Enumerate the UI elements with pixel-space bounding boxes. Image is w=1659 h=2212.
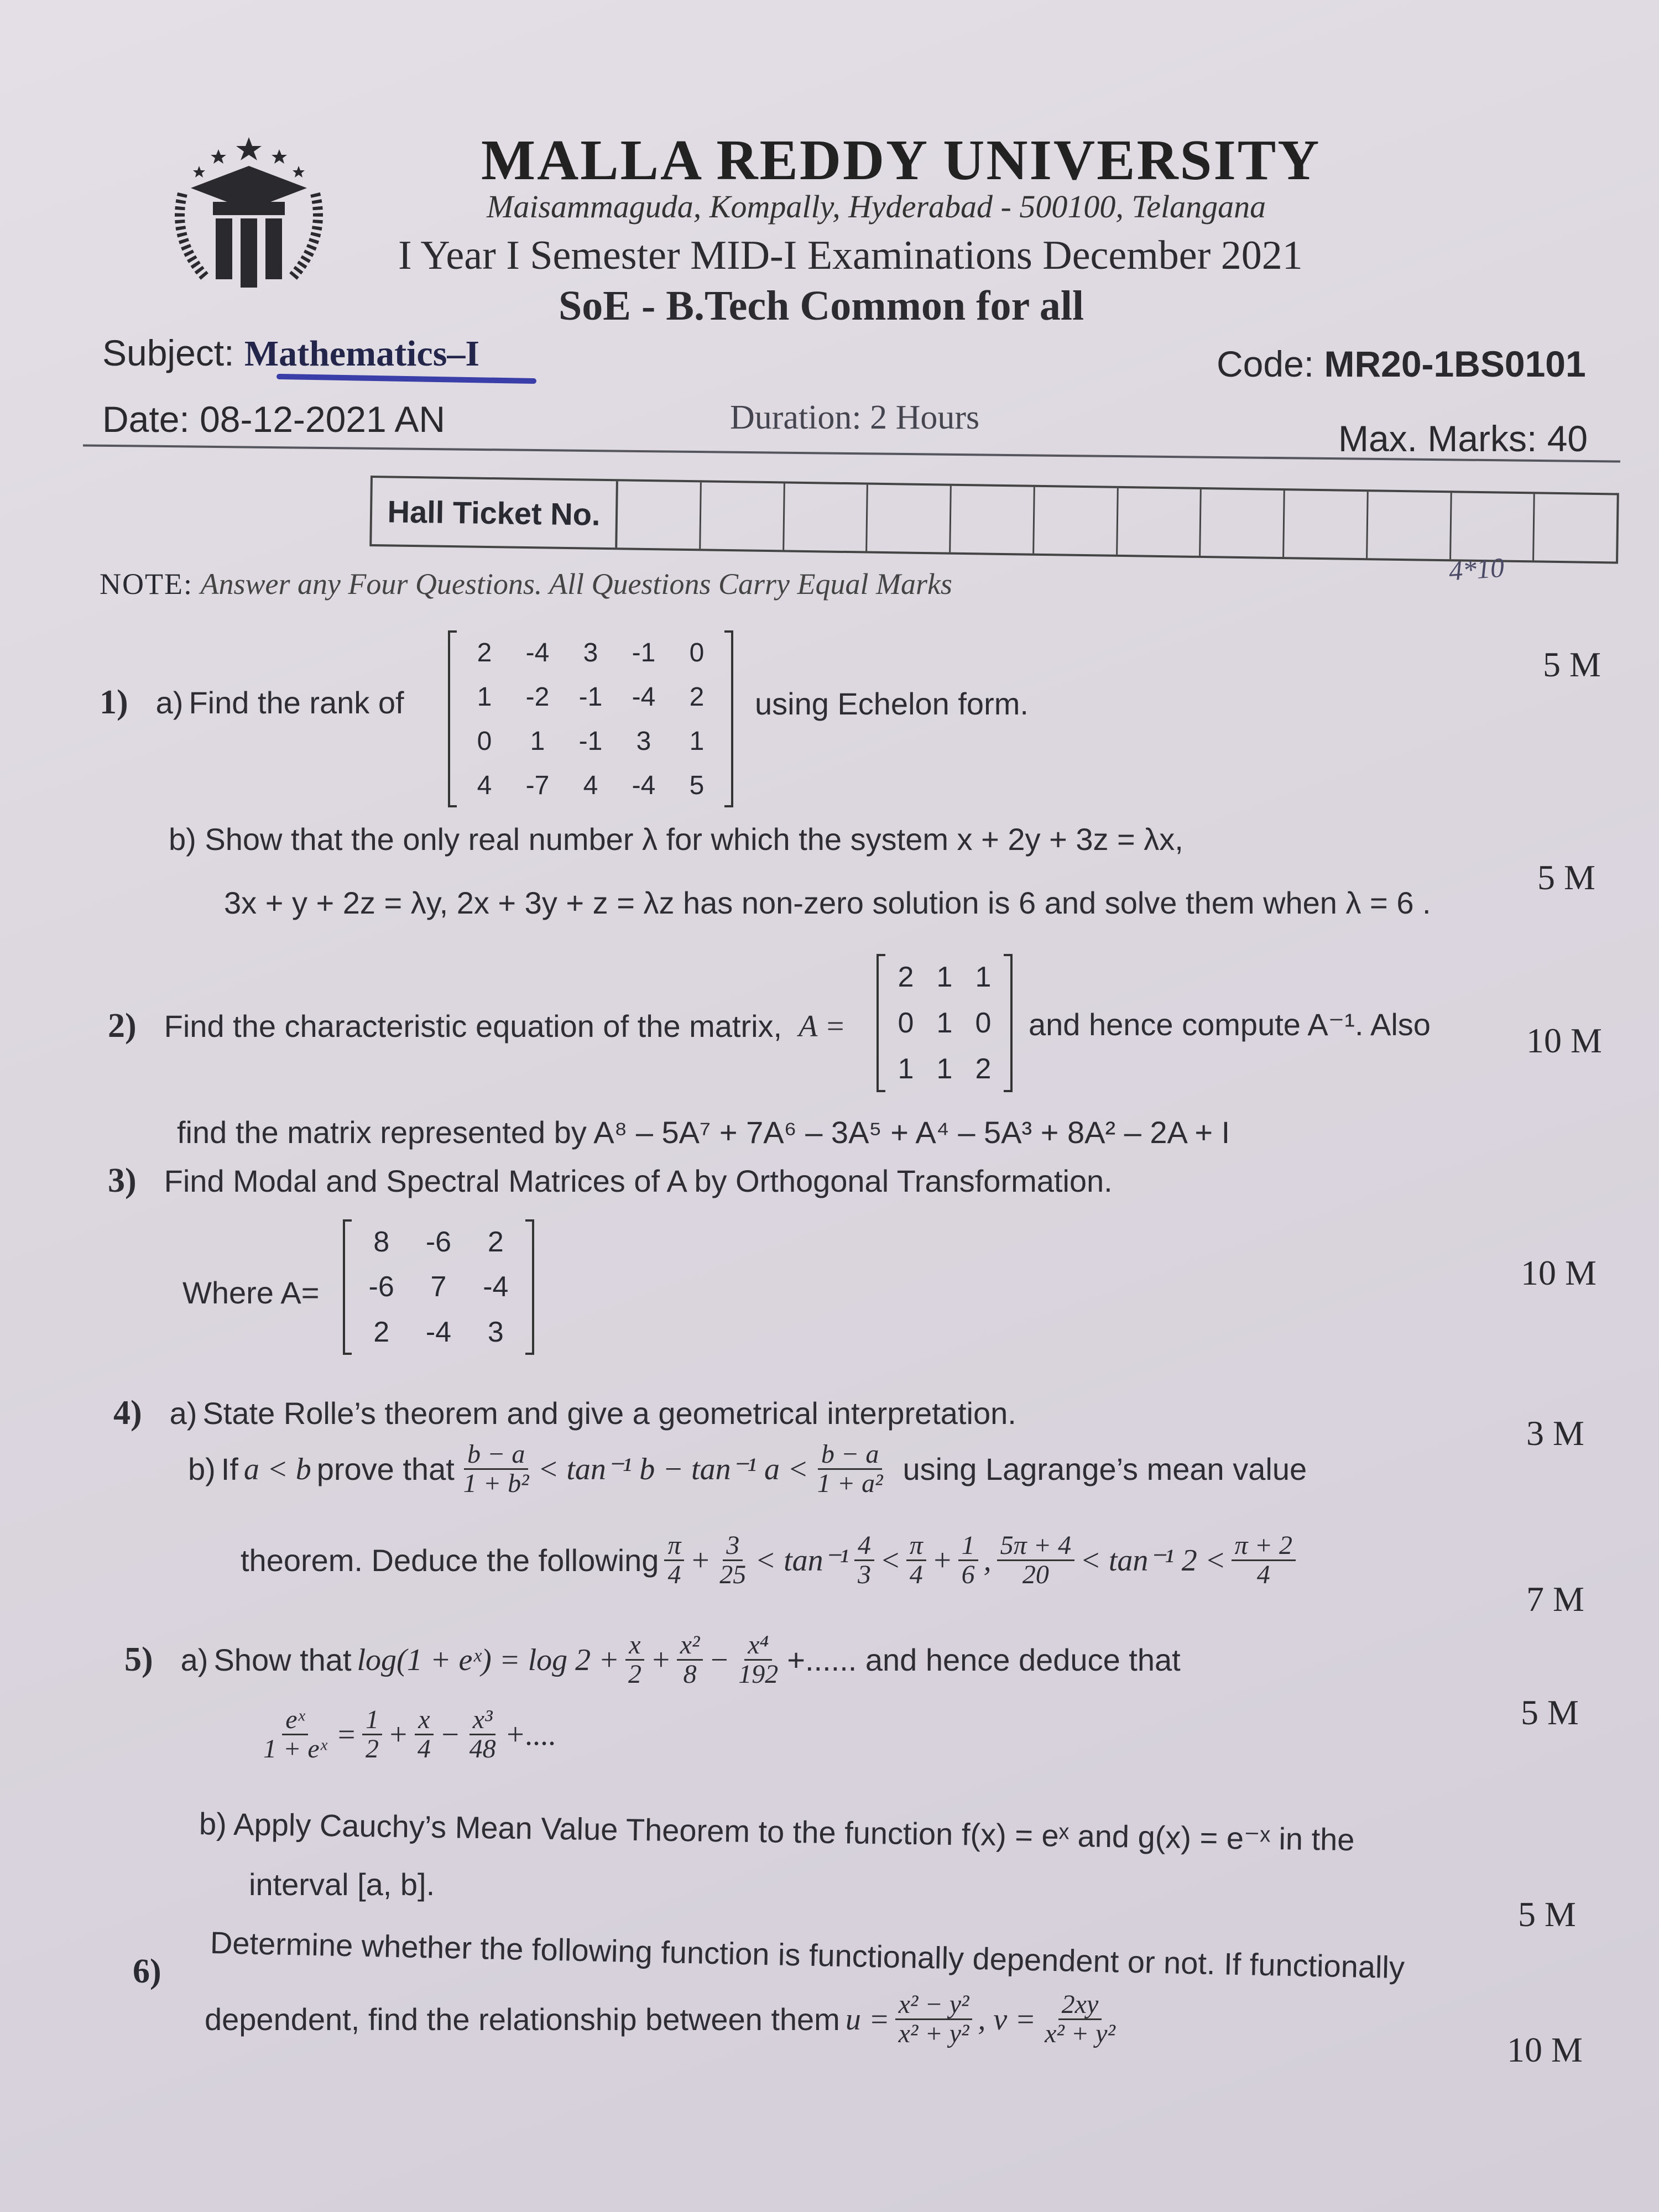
hall-ticket-cell (1118, 488, 1202, 556)
q1b-marks: 5 M (1537, 858, 1595, 897)
matrix-cell: -1 (578, 682, 603, 712)
q4a-text: State Rolle’s theorem and give a geometrical interpretation. (202, 1396, 1016, 1431)
matrix-cell: 1 (936, 1006, 953, 1039)
matrix-cell: 1 (530, 726, 545, 756)
university-address: Maisammaguda, Kompally, Hyderabad - 500100, Telangana (487, 189, 1266, 225)
q2-line1 (108, 1006, 846, 1046)
q1a-text: Find the rank of (189, 685, 404, 720)
q5a-d-t1-num: 1 (362, 1706, 382, 1735)
matrix-cell: 2 (477, 638, 492, 667)
deduce-f7-den: 4 (1256, 1560, 1270, 1590)
q5a-term-2-num: x² (677, 1631, 703, 1661)
deduce-lt: < (879, 1543, 901, 1578)
deduce-fraction-pi-4 (664, 1532, 684, 1589)
q1a-line (100, 683, 404, 722)
q4a-line (113, 1394, 1016, 1433)
deduce-f4-num: π (906, 1532, 926, 1561)
q5a-d-eq: = (336, 1717, 357, 1752)
q5a-d-lhs-den: 1 + eˣ (263, 1734, 327, 1764)
hall-ticket-cell (1451, 493, 1535, 560)
q5a-d-term-1 (362, 1706, 382, 1764)
matrix-cell: 1 (689, 726, 705, 756)
subject-field (102, 332, 479, 375)
deduce-plus-2: + (931, 1543, 953, 1578)
deduce-f1-den: 4 (667, 1560, 681, 1590)
q4b-line1 (188, 1441, 1307, 1498)
date-field (102, 398, 445, 440)
q3-matrix (343, 1219, 534, 1355)
matrix-cell: -2 (525, 682, 550, 712)
q5a-label: a) (180, 1642, 208, 1678)
matrix-cell: 3 (583, 638, 598, 667)
deduce-f2-den: 25 (719, 1560, 747, 1590)
matrix-cell: -4 (525, 638, 550, 667)
q4b-prove: prove that (316, 1452, 455, 1487)
q5a-d-term-2 (414, 1706, 434, 1764)
date-label: Date: (102, 399, 190, 440)
note-label: NOTE: (100, 567, 193, 601)
q6-v-den: x² + y² (1045, 2019, 1115, 2049)
q6-u-den: x² + y² (898, 2019, 969, 2049)
duration: Duration: 2 Hours (730, 399, 980, 436)
matrix-cell: -1 (632, 638, 656, 667)
q4b-fraction-1 (460, 1441, 533, 1498)
matrix-cell: 2 (898, 961, 914, 993)
q5a-d-t1-den: 2 (366, 1734, 379, 1764)
q2-line2: find the matrix represented by A⁸ – 5A⁷ + 7A⁶ – 3A⁵ + A⁴ – 5A³ + 8A² – 2A + I (177, 1115, 1230, 1150)
matrix-cell: 1 (936, 1053, 953, 1086)
matrix-cell: 1 (936, 961, 953, 993)
handwritten-note: 4*10 (1448, 551, 1505, 587)
q4a-label: a) (169, 1396, 197, 1431)
q4-number: 4) (113, 1394, 142, 1432)
hall-ticket-cell (1201, 489, 1285, 557)
matrix-cell: 2 (373, 1316, 390, 1349)
q1a-suffix: using Echelon form. (755, 686, 1029, 721)
deduce-f5-den: 6 (961, 1560, 975, 1590)
deduce-fraction-1-6 (958, 1532, 978, 1589)
q5-number: 5) (124, 1641, 153, 1679)
hall-ticket-cell (784, 483, 868, 551)
deduce-fraction-5pi (997, 1532, 1074, 1589)
code-label: Code: (1217, 343, 1314, 384)
q4b-if: If (221, 1452, 238, 1487)
q4a-marks: 3 M (1526, 1413, 1584, 1453)
deduce-comma: , (983, 1543, 992, 1578)
hall-ticket-cell (617, 481, 701, 549)
deduce-fraction-4-3 (854, 1532, 874, 1589)
q5b-text: Apply Cauchy’s Mean Value Theorem to the function f(x) = eˣ and g(x) = e⁻ˣ in the (233, 1806, 1355, 1858)
q4b-marks: 7 M (1526, 1579, 1584, 1619)
q2-lhs: A = (799, 1009, 846, 1044)
subject-value: Mathematics–I (244, 333, 480, 374)
q2-text-1: Find the characteristic equation of the matrix, (164, 1009, 782, 1044)
q1b-label: b) (169, 822, 196, 857)
deduce-f3-num: 4 (854, 1532, 874, 1561)
q4b-fraction-2-den: 1 + a² (817, 1469, 883, 1499)
q5b-label: b) (199, 1806, 227, 1841)
matrix-cell: 4 (583, 770, 598, 800)
matrix-cell: 4 (477, 770, 492, 800)
hall-ticket-cell (867, 485, 951, 552)
code-value: MR20-1BS0101 (1324, 343, 1586, 384)
matrix-cell: 5 (689, 770, 705, 800)
note-text: Answer any Four Questions. All Questions Carry Equal Marks (200, 567, 952, 601)
q5a-d-t3-num: x³ (469, 1706, 496, 1735)
matrix-cell: 7 (430, 1271, 447, 1303)
q5a-term-2-den: 8 (683, 1660, 697, 1689)
hall-ticket-cell (701, 482, 785, 550)
q4b-fraction-1-num: b − a (464, 1441, 528, 1470)
matrix-cell: -4 (632, 770, 656, 800)
deduce-tan-2: < tan⁻¹ 2 < (1080, 1543, 1226, 1578)
q4b-fraction-2 (814, 1441, 886, 1498)
matrix-cell: 0 (898, 1006, 914, 1039)
q6-u-fraction (895, 1991, 973, 2048)
deduce-plus: + (690, 1543, 711, 1578)
hall-ticket-cell (1368, 492, 1452, 559)
q4b-line2 (241, 1532, 1296, 1589)
hall-ticket-cell (951, 486, 1035, 554)
deduce-f3-den: 3 (857, 1560, 871, 1590)
q4b-condition: a < b (243, 1452, 311, 1486)
q6-marks: 10 M (1507, 2030, 1583, 2069)
q1b-text-1: Show that the only real number λ for which the system x + 2y + 3z = λx, (205, 822, 1183, 857)
q3-line1 (108, 1161, 1113, 1201)
q3-text: Find Modal and Spectral Matrices of A by Orthogonal Transformation. (164, 1164, 1113, 1198)
q5a-lhs: log(1 + eˣ) = log 2 + (357, 1642, 619, 1677)
q5a-minus: − (708, 1642, 730, 1677)
q6-text-2: dependent, find the relationship between them (205, 2002, 840, 2037)
hall-ticket-cell (1284, 491, 1368, 558)
deduce-fraction-3-25 (716, 1532, 749, 1589)
q4b-fraction-1-den: 1 + b² (463, 1469, 529, 1499)
q5a-term-1-num: x (625, 1631, 644, 1661)
q5a-term-1 (625, 1631, 645, 1689)
matrix-cell: 3 (487, 1316, 504, 1349)
q2-matrix (877, 954, 1013, 1092)
q1-number: 1) (100, 684, 128, 721)
q5a-rest: +...... and hence deduce that (787, 1642, 1181, 1678)
matrix-cell: 1 (898, 1053, 914, 1086)
matrix-cell: -4 (632, 682, 656, 712)
q1a-label: a) (155, 685, 184, 720)
q5a-d-minus: − (439, 1717, 461, 1752)
code-field (1217, 343, 1586, 385)
deduce-f1-num: π (664, 1532, 684, 1561)
matrix-cell: -6 (368, 1271, 394, 1303)
hall-ticket-cell (1534, 494, 1616, 561)
q5a-d-t2-den: 4 (417, 1734, 431, 1764)
deduce-f7-num: π + 2 (1232, 1532, 1296, 1561)
matrix-cell: 8 (373, 1225, 390, 1258)
q5a-d-plus: + (388, 1717, 409, 1752)
q5a-term-2 (677, 1631, 703, 1689)
deduce-f2-num: 3 (723, 1532, 743, 1561)
max-marks: Max. Marks: 40 (1338, 418, 1588, 459)
matrix-cell: 0 (689, 638, 705, 667)
exam-title: I Year I Semester MID-I Examinations December 2021 (398, 233, 1303, 278)
q5a-d-t2-num: x (415, 1706, 433, 1735)
matrix-cell: 2 (975, 1053, 992, 1086)
q4b-fraction-2-num: b − a (818, 1441, 882, 1470)
pen-underline (276, 374, 536, 384)
q6-v-fraction (1041, 1991, 1119, 2048)
deduce-fraction-pi-4b (906, 1532, 926, 1589)
q4b-tail: using Lagrange’s mean value (902, 1452, 1307, 1487)
university-logo (160, 127, 337, 293)
hall-ticket-box (369, 476, 1619, 564)
matrix-cell: -7 (525, 770, 550, 800)
subject-label: Subject: (102, 332, 234, 373)
q5a-d-tail: +.... (504, 1717, 557, 1752)
deduce-f4-den: 4 (909, 1560, 923, 1590)
hall-ticket-cell (1034, 487, 1118, 555)
matrix-cell: -4 (425, 1316, 452, 1349)
q3-marks: 10 M (1521, 1253, 1597, 1292)
deduce-f5-num: 1 (958, 1532, 978, 1561)
q5a-d-term-3 (466, 1706, 499, 1764)
q5a-term-3 (735, 1631, 781, 1689)
q1b-line1 (169, 821, 1183, 857)
matrix-cell: 2 (487, 1225, 504, 1258)
q5a-line1 (124, 1631, 1181, 1689)
q6-v: , v = (978, 2002, 1036, 2037)
university-name: MALLA REDDY UNIVERSITY (481, 128, 1321, 192)
q1a-matrix (448, 630, 733, 807)
q4b-inequality: < tan⁻¹ b − tan⁻¹ a < (538, 1452, 808, 1487)
deduce-f6-den: 20 (1022, 1560, 1049, 1590)
instructions (100, 567, 952, 601)
q2-marks: 10 M (1526, 1021, 1602, 1060)
q4b-deduce-text: theorem. Deduce the following (241, 1543, 659, 1578)
matrix-cell: 1 (477, 682, 492, 712)
matrix-cell: -1 (578, 726, 603, 756)
q6-u: u = (845, 2002, 890, 2037)
matrix-cell: 2 (689, 682, 705, 712)
q6-number: 6) (133, 1953, 161, 1990)
deduce-fraction-pi2-4 (1232, 1532, 1296, 1589)
q5a-marks: 5 M (1521, 1693, 1579, 1732)
program-title: SoE - B.Tech Common for all (559, 283, 1084, 329)
hall-ticket-label: Hall Ticket No. (372, 478, 618, 547)
q5a-show: Show that (213, 1642, 352, 1678)
q1a-marks: 5 M (1543, 645, 1601, 684)
q5a-term-3-den: 192 (738, 1660, 779, 1689)
q5a-term-1-den: 2 (628, 1660, 641, 1689)
q6-v-num: 2xy (1058, 1991, 1102, 2020)
q6-line2 (205, 1991, 1119, 2048)
q1b-text-2: 3x + y + 2z = λy, 2x + 3y + z = λz has non-zero solution is 6 and solve them when λ = 6 . (224, 885, 1431, 920)
q6-line1: Determine whether the following function is functionally dependent or not. If functionally (210, 1925, 1405, 1985)
q2-text-2: and hence compute A⁻¹. Also (1029, 1007, 1431, 1042)
matrix-cell: 0 (477, 726, 492, 756)
q3-number: 3) (108, 1162, 137, 1199)
q5a-d-t3-den: 48 (469, 1734, 496, 1764)
deduce-tan: < tan⁻¹ (755, 1543, 849, 1578)
q5a-d-lhs-num: eˣ (282, 1706, 308, 1735)
q4b-label: b) (188, 1452, 216, 1487)
q5a-term-3-num: x⁴ (744, 1631, 772, 1661)
q5b-marks: 5 M (1518, 1895, 1576, 1934)
matrix-cell: -4 (483, 1271, 509, 1303)
date-value: 08-12-2021 AN (200, 399, 446, 440)
matrix-cell: 1 (975, 961, 992, 993)
matrix-cell: 3 (636, 726, 651, 756)
q6-u-num: x² − y² (895, 1991, 973, 2020)
q3-where: Where A= (182, 1275, 320, 1310)
q5a-d-lhs (260, 1706, 330, 1764)
matrix-cell: 0 (975, 1006, 992, 1039)
q2-number: 2) (108, 1007, 137, 1045)
q5b-line1 (199, 1806, 1355, 1858)
q5b-line2: interval [a, b]. (249, 1867, 435, 1902)
deduce-f6-num: 5π + 4 (997, 1532, 1074, 1561)
q5a-deduce (260, 1706, 556, 1764)
q5a-plus: + (650, 1642, 671, 1677)
matrix-cell: -6 (425, 1225, 452, 1258)
